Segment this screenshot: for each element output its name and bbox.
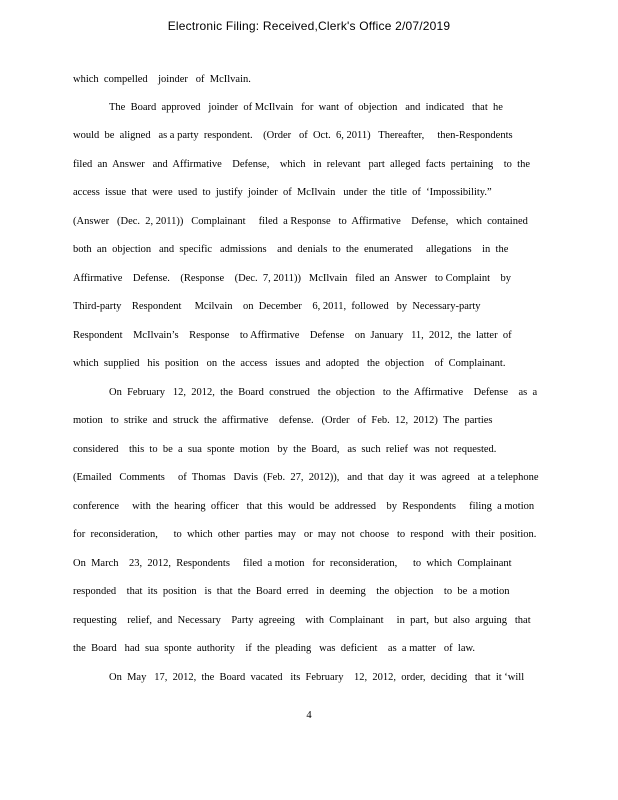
body-line-15: (Emailed Comments of Thomas Davis (Feb. 27, 2012)), and that day it was agreed at a telephone <box>73 472 539 483</box>
body-line-17: for reconsideration, to which other parties may or may not choose to respond with their position. <box>73 529 537 540</box>
body-line-8: Affirmative Defense. (Response (Dec. 7, 2011)) McIlvain filed an Answer to Complaint by <box>73 273 511 284</box>
body-line-9: Third-party Respondent Mcilvain on December 6, 2011, followed by Necessary-party <box>73 301 481 312</box>
body-line-4: filed an Answer and Affirmative Defense, which in relevant part alleged facts pertaining to the <box>73 159 530 170</box>
page-number: 4 <box>306 710 312 721</box>
body-line-21: the Board had sua sponte authority if the pleading was deficient as a matter of law. <box>73 643 475 654</box>
body-line-14: considered this to be a sua sponte motion by the Board, as such relief was not requested. <box>73 444 497 455</box>
body-line-13: motion to strike and struck the affirmative defense. (Order of Feb. 12, 2012) The parties <box>73 415 493 426</box>
body-line-22: On May 17, 2012, the Board vacated its February 12, 2012, order, deciding that it ‘will <box>109 672 525 683</box>
body-line-18: On March 23, 2012, Respondents filed a motion for reconsideration, to which Complainant <box>73 558 512 569</box>
body-line-5: access issue that were used to justify joinder of McIlvain under the title of ‘Impossibility.” <box>73 187 492 198</box>
body-line-11: which supplied his position on the access issues and adopted the objection of Complainant. <box>73 358 506 369</box>
body-line-20: requesting relief, and Necessary Party agreeing with Complainant in part, but also arguing that <box>73 615 531 626</box>
body-line-19: responded that its position is that the Board erred in deeming the objection to be a motion <box>73 586 510 597</box>
body-line-10: Respondent McIlvain’s Response to Affirmative Defense on January 11, 2012, the latter of <box>73 330 512 341</box>
body-line-6: (Answer (Dec. 2, 2011)) Complainant filed a Response to Affirmative Defense, which contained <box>73 216 528 227</box>
electronic-filing-header: Electronic Filing: Received,Clerk's Office 2/07/2019 <box>167 19 451 33</box>
body-line-3: would be aligned as a party respondent. (Order of Oct. 6, 2011) Thereafter, then-Respondents <box>73 130 513 141</box>
body-line-2: The Board approved joinder of McIlvain for want of objection and indicated that he <box>109 102 503 113</box>
body-line-16: conference with the hearing officer that this would be addressed by Respondents filing a motion <box>73 501 535 512</box>
body-line-12: On February 12, 2012, the Board construed the objection to the Affirmative Defense as a <box>109 387 538 398</box>
body-line-1: which compelled joinder of McIlvain. <box>73 74 251 85</box>
body-line-7: both an objection and specific admissions and denials to the enumerated allegations in the <box>73 244 509 255</box>
